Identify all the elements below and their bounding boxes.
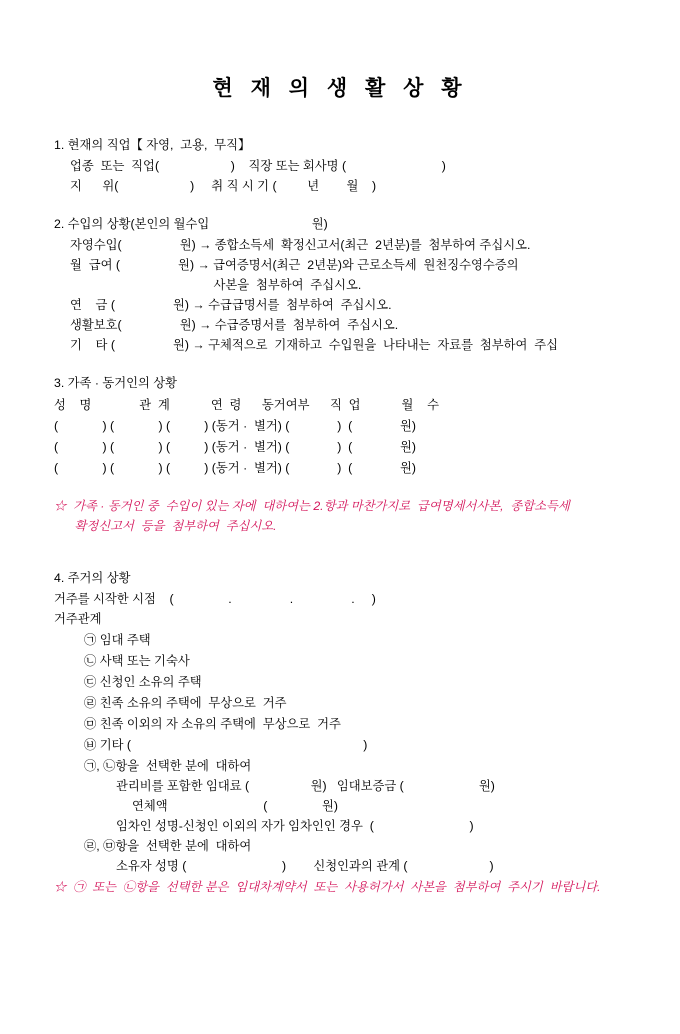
- section1-line-2: 지 위( ) 취 직 시 기 ( 년 월 ): [70, 179, 377, 194]
- sub-section-a-line-3: 임차인 성명-신청인 이외의 자가 임차인인 경우 ( ): [116, 819, 474, 834]
- section3-note-line-2: 확정신고서 등을 첨부하여 주십시오.: [54, 518, 277, 533]
- section3-heading: 3. 가족 · 동거인의 상황: [54, 376, 178, 391]
- section2-heading: 2. 수입의 상황(본인의 월수입 원): [54, 217, 328, 232]
- family-table-header: 성 명 관 계 연 령 동거여부 직 업 월 수: [54, 397, 439, 412]
- section2-line-4: 연 금 ( 원) → 수급급명서를 첨부하여 주십시오.: [70, 298, 392, 313]
- housing-option-a[interactable]: ㉠ 임대 주택: [84, 632, 151, 647]
- housing-option-f[interactable]: ㉥ 기타 ( ): [84, 738, 368, 753]
- section2-line-5: 생활보호( 원) → 수급증명서를 첨부하여 주십시오.: [70, 318, 399, 333]
- sub-section-a-heading: ㉠, ㉡항을 선택한 분에 대하여: [84, 759, 252, 774]
- table-row: ( ) ( ) ( ) (동거 · 별거) ( ) ( 원): [54, 439, 417, 454]
- document-page: [0, 72, 680, 1034]
- section1-heading: 1. 현재의 직업【 자영, 고용, 무직】: [54, 138, 251, 152]
- sub-section-b-heading: ㉣, ㉤항을 선택한 분에 대하여: [84, 839, 252, 854]
- sub-section-b-line-1: 소유자 성명 ( ) 신청인과의 관계 ( ): [116, 859, 494, 874]
- section4-note: ☆ ㉠ 또는 ㉡항을 선택한 분은 임대차계약서 또는 사용허가서 사본을 첨부하여 주시기 바랍니다.: [54, 879, 601, 894]
- sub-section-a-line-1: 관리비를 포함한 임대료 ( 원) 임대보증금 ( 원): [116, 779, 495, 794]
- section2-line-1: 자영수입( 원) → 종합소득세 확정신고서(최근 2년분)를 첨부하여 주십시오.: [70, 238, 531, 253]
- section4-relation-label: 거주관계: [54, 611, 102, 626]
- section3-note-line-1: ☆ 가족 · 동거인 중 수입이 있는 자에 대하여는 2.항과 마찬가지로 급여명세서사본, 종합소득세: [54, 498, 570, 513]
- housing-option-d[interactable]: ㉣ 친족 소유의 주택에 무상으로 거주: [84, 696, 287, 711]
- section4-start-date-line: 거주를 시작한 시점 ( . . . ): [54, 591, 376, 606]
- sub-section-a-line-2: 연체액 ( 원): [132, 799, 339, 814]
- spacer: [54, 480, 628, 496]
- section2-line-3: 사본을 첨부하여 주십시오.: [70, 278, 362, 293]
- spacer: [54, 197, 628, 205]
- section2-line-2: 월 급여 ( 원) → 급여증명서(최근 2년분)와 근로소득세 원천징수영수증의: [70, 258, 519, 273]
- table-row: ( ) ( ) ( ) (동거 · 별거) ( ) ( 원): [54, 460, 417, 475]
- section4-heading: 4. 주거의 상황: [54, 570, 131, 585]
- page-title: 현 재 의 생 활 상 황: [212, 77, 468, 100]
- table-row: ( ) ( ) ( ) (동거 · 별거) ( ) ( 원): [54, 418, 417, 433]
- document-body: [0, 136, 680, 897]
- section1-line-1: 업종 또는 직업( ) 직장 또는 회사명 ( ): [70, 159, 446, 174]
- spacer: [54, 537, 628, 559]
- spacer: [54, 356, 628, 364]
- housing-option-b[interactable]: ㉡ 사택 또는 기숙사: [84, 653, 190, 668]
- section2-line-6: 기 타 ( 원) → 구체적으로 기재하고 수입원을 나타내는 자료를 첨부하여 주십: [70, 338, 558, 353]
- housing-option-e[interactable]: ㉤ 친족 이외의 자 소유의 주택에 무상으로 거주: [84, 717, 341, 732]
- housing-option-c[interactable]: ㉢ 신청인 소유의 주택: [84, 675, 202, 690]
